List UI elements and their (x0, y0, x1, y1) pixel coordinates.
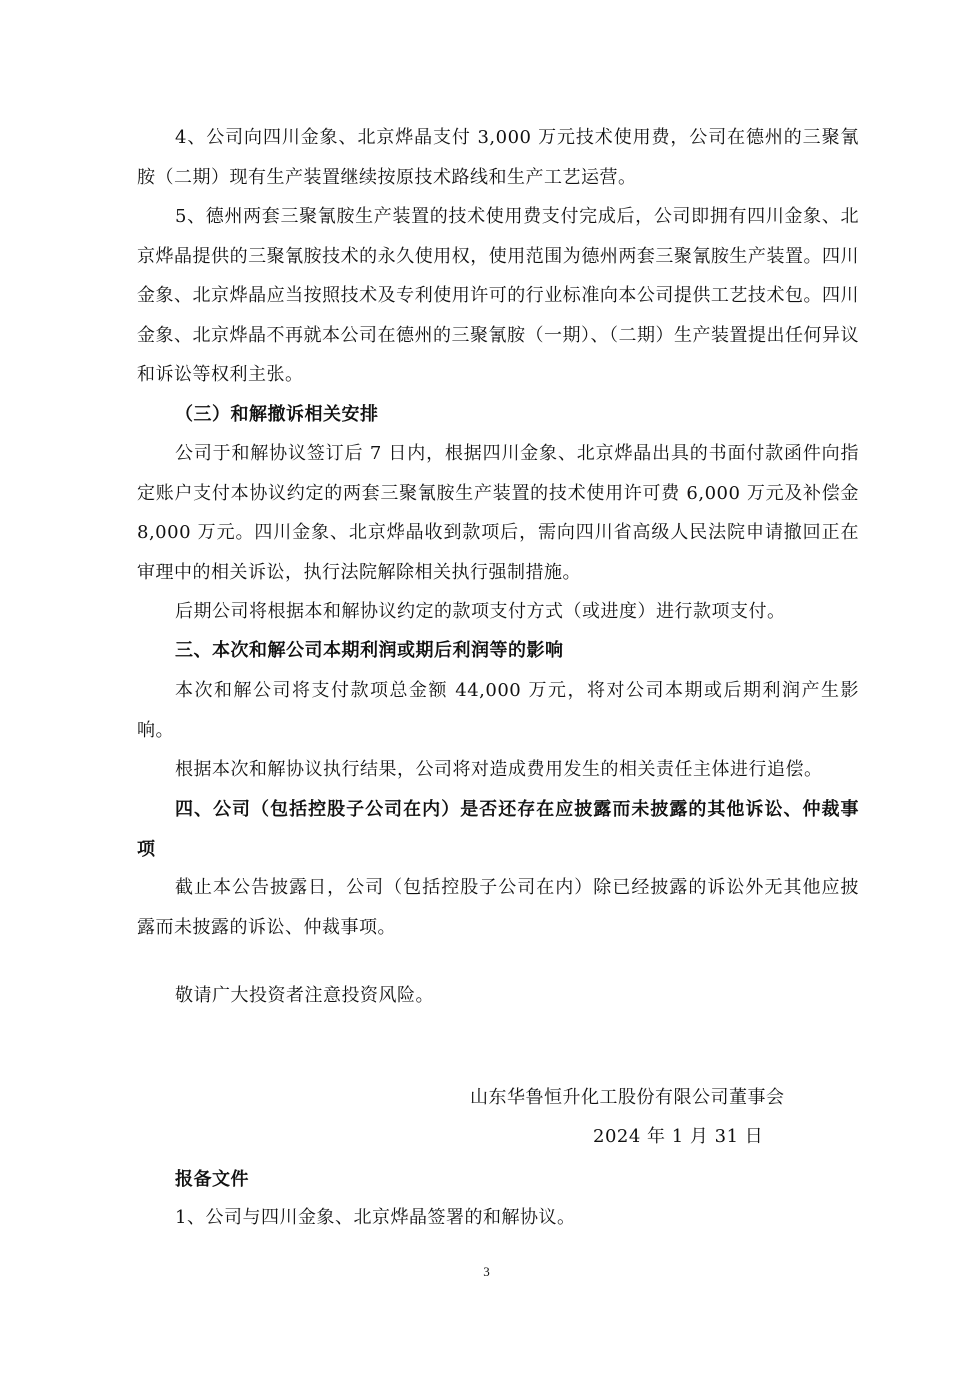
paragraph-later-payment: 后期公司将根据本和解协议约定的款项支付方式（或进度）进行款项支付。 (175, 601, 786, 622)
paragraph-recovery: 根据本次和解协议执行结果，公司将对造成费用发生的相关责任主体进行追偿。 (175, 759, 823, 780)
filing-item-1: 1、公司与四川金象、北京烨晶签署的和解协议。 (175, 1207, 576, 1228)
paragraph-no-other-litigation: 截止本公告披露日，公司（包括控股子公司在内）除已经披露的诉讼外无其他应披露而未披露的诉讼、仲裁事项。 (137, 877, 859, 938)
paragraph-settlement-payment: 公司于和解协议签订后 7 日内，根据四川金象、北京烨晶出具的书面付款函件向指定账户支付本协议约定的两套三聚氰胺生产装置的技术使用许可费 6,000 万元及补偿金 8,000 万元。四川金象、北京烨晶收到款项后，需向四川省高级人民法院申请撤回正在审理中的相关诉讼，执行法院解除相关执行强制措施。 (137, 443, 859, 583)
filing-heading: 报备文件 (175, 1169, 249, 1190)
heading-settlement-arrangement: （三）和解撤诉相关安排 (175, 404, 379, 425)
paragraph-item-4: 4、公司向四川金象、北京烨晶支付 3,000 万元技术使用费，公司在德州的三聚氰胺（二期）现有生产装置继续按原技术路线和生产工艺运营。 (137, 127, 859, 188)
heading-profit-impact: 三、本次和解公司本期利润或期后利润等的影响 (175, 640, 564, 661)
signature-company: 山东华鲁恒升化工股份有限公司董事会 (470, 1087, 785, 1108)
heading-other-litigation: 四、公司（包括控股子公司在内）是否还存在应披露而未披露的其他诉讼、仲裁事项 (137, 799, 859, 860)
paragraph-item-5: 5、德州两套三聚氰胺生产装置的技术使用费支付完成后，公司即拥有四川金象、北京烨晶提供的三聚氰胺技术的永久使用权，使用范围为德州两套三聚氰胺生产装置。四川金象、北京烨晶应当按照技术及专利使用许可的行业标准向本公司提供工艺技术包。四川金象、北京烨晶不再就本公司在德州的三聚氰胺（一期）、（二期）生产装置提出任何异议和诉讼等权利主张。 (137, 206, 859, 385)
paragraph-risk-notice: 敬请广大投资者注意投资风险。 (175, 985, 434, 1006)
signature-date: 2024 年 1 月 31 日 (593, 1126, 764, 1147)
paragraph-impact-amount: 本次和解公司将支付款项总金额 44,000 万元，将对公司本期或后期利润产生影响。 (137, 680, 859, 741)
page-number: 3 (483, 1264, 490, 1279)
